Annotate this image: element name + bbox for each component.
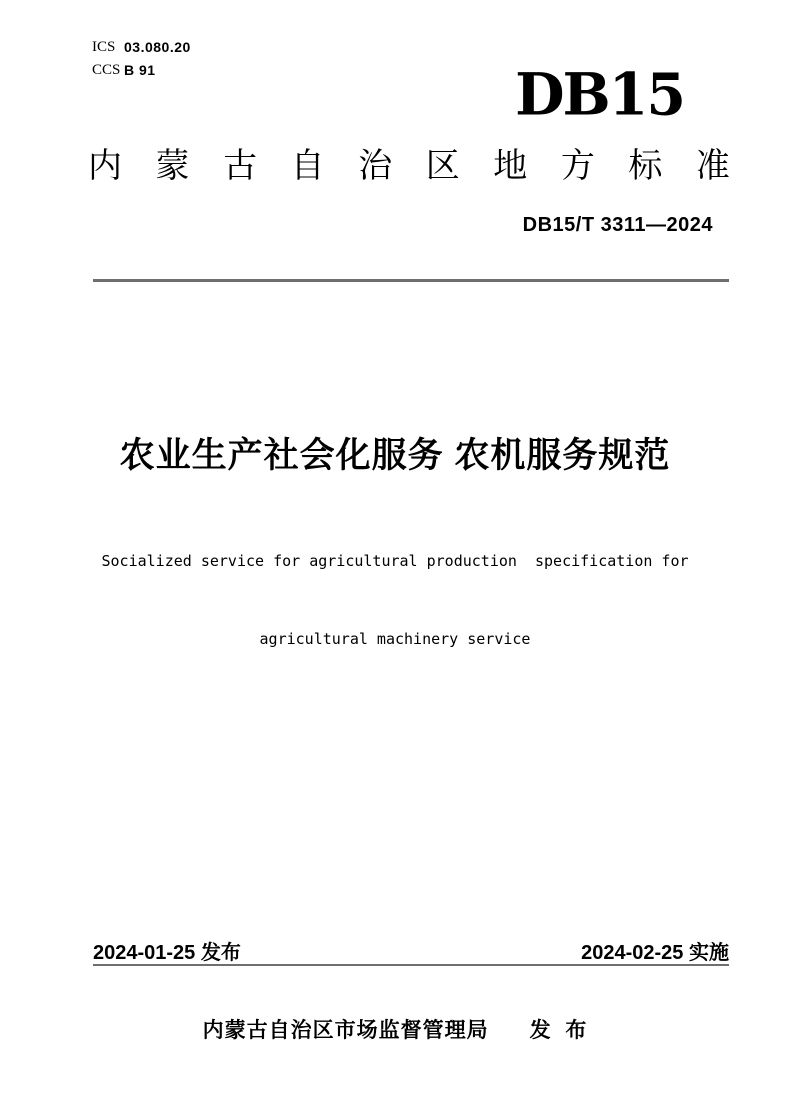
- classification-codes: [92, 36, 191, 82]
- ccs-label: CCS: [92, 62, 121, 78]
- standard-number: DB15/T 3311—2024: [522, 214, 713, 236]
- db15-logo: DB15: [515, 60, 684, 129]
- title-english-line2: agricultural machinery service: [259, 630, 531, 648]
- ics-code-row: [92, 36, 191, 59]
- ccs-code-row: [92, 59, 191, 82]
- publisher-line: 内蒙古自治区市场监督管理局 发 布: [202, 1019, 588, 1042]
- standard-type-heading: 内 蒙 古 自 治 区 地 方 标 准: [88, 147, 730, 185]
- ccs-value: B 91: [124, 62, 156, 78]
- ics-label: ICS: [92, 39, 116, 55]
- document-title-english: [0, 496, 790, 704]
- header-divider-line: [93, 279, 729, 282]
- document-title-chinese: 农业生产社会化服务 农机服务规范: [119, 436, 671, 475]
- footer-divider-line: [93, 964, 729, 966]
- dates-row: [93, 936, 729, 965]
- title-english-line1: Socialized service for agricultural production specification for: [101, 552, 689, 570]
- ics-value: 03.080.20: [124, 39, 191, 55]
- implement-date: 2024-02-25 实施: [581, 942, 729, 964]
- issue-date: 2024-01-25 发布: [93, 942, 241, 964]
